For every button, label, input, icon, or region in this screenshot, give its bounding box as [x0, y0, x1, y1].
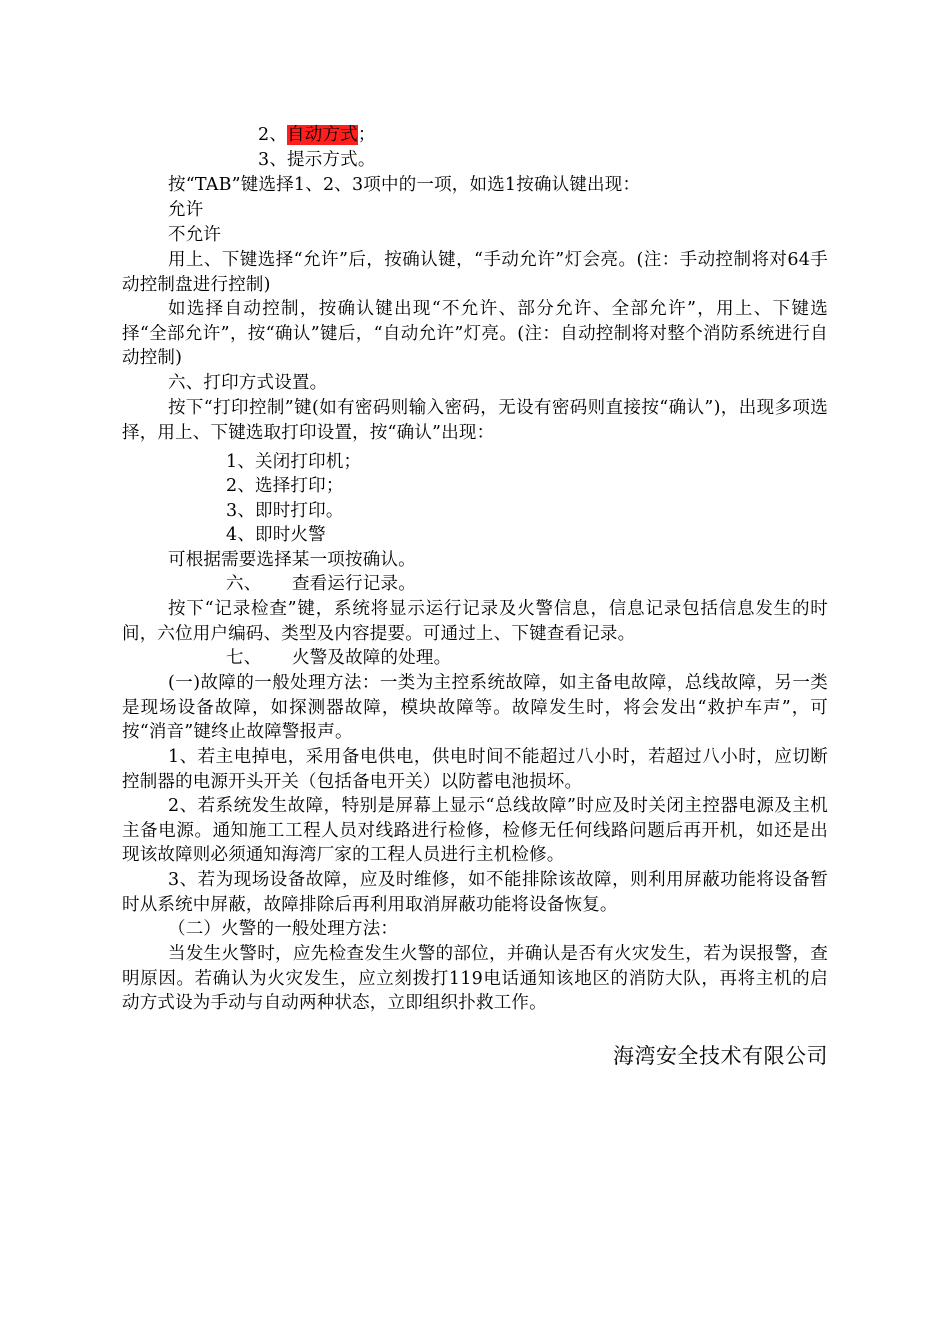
print-option-3: 3、即时打印。 [226, 501, 344, 521]
records-paragraph: 按下“记录检查”键，系统将显示运行记录及火警信息，信息记录包括信息发生的时间，六位用户编码、类型及内容提要。可通过上、下键查看记录。 [122, 599, 828, 644]
fire-heading-number: 七、 [226, 648, 262, 668]
fire-fault-heading: 火警及故障的处理。 [292, 648, 452, 668]
fault-item-3: 3、若为现场设备故障，应及时维修，如不能排除该故障，则利用屏蔽功能将设备暂时从系统中屏蔽，故障排除后再利用取消屏蔽功能将设备恢复。 [122, 870, 828, 915]
records-heading: 查看运行记录。 [292, 574, 416, 594]
option-2 [258, 123, 376, 148]
fire-general-paragraph: 当发生火警时，应先检查发生火警的部位，并确认是否有火灾发生，若为误报警，查明原因。若确认为火灾发生，应立刻拨打119电话通知该地区的消防大队，再将主机的启动方式设为手动与自动两种状态，立即组织扑救工作。 [122, 944, 828, 1014]
auto-mode-highlight: 自动方式 [287, 125, 358, 145]
records-heading-number: 六、 [226, 574, 262, 594]
fault-item-2: 2、若系统发生故障，特别是屏幕上显示“总线故障”时应及时关闭主控器电源及主机主备电源。通知施工工程人员对线路进行检修，检修无任何线路问题后再开机，如还是出现该故障则必须通知海湾厂家的工程人员进行主机检修。 [122, 796, 828, 866]
fault-general-paragraph: (一)故障的一般处理方法：一类为主控系统故障，如主备电故障，总线故障，另一类是现场设备故障，如探测器故障，模块故障等。故障发生时，将会发出“救护车声”，可按“消音”键终止故障警报声。 [122, 673, 828, 743]
print-option-1: 1、关闭打印机； [226, 452, 362, 472]
company-signature: 海湾安全技术有限公司 [613, 1044, 828, 1068]
print-option-4: 4、即时火警 [226, 525, 326, 545]
print-settings-heading: 六、打印方式设置。 [168, 373, 328, 393]
disallow-option: 不允许 [168, 225, 222, 245]
choose-instruction: 可根据需要选择某一项按确认。 [168, 550, 416, 570]
fire-general-heading: （二）火警的一般处理方法： [168, 919, 399, 939]
manual-control-paragraph: 用上、下键选择“允许”后，按确认键，“手动允许”灯会亮。(注：手动控制将对64手动控制盘进行控制) [122, 250, 828, 295]
option-2-prefix: 2、 [258, 125, 288, 145]
fault-item-1: 1、若主电掉电，采用备电供电，供电时间不能超过八小时，若超过八小时，应切断控制器的电源开头开关（包括备电开关）以防蓄电池损坏。 [122, 747, 828, 792]
option-3: 3、提示方式。 [258, 150, 376, 170]
print-control-paragraph: 按下“打印控制”键(如有密码则输入密码，无设有密码则直接按“确认”)，出现多项选择，用上、下键选取打印设置，按“确认”出现： [122, 398, 828, 443]
print-option-2: 2、选择打印； [226, 476, 344, 496]
auto-control-paragraph: 如选择自动控制，按确认键出现“不允许、部分允许、全部允许”，用上、下键选择“全部允许”，按“确认”键后，“自动允许”灯亮。(注：自动控制将对整个消防系统进行自动控制) [122, 299, 828, 369]
tab-instruction: 按“TAB”键选择1、2、3项中的一项，如选1按确认键出现： [168, 175, 641, 195]
option-2-suffix: ； [357, 125, 376, 145]
allow-option: 允许 [168, 200, 204, 220]
